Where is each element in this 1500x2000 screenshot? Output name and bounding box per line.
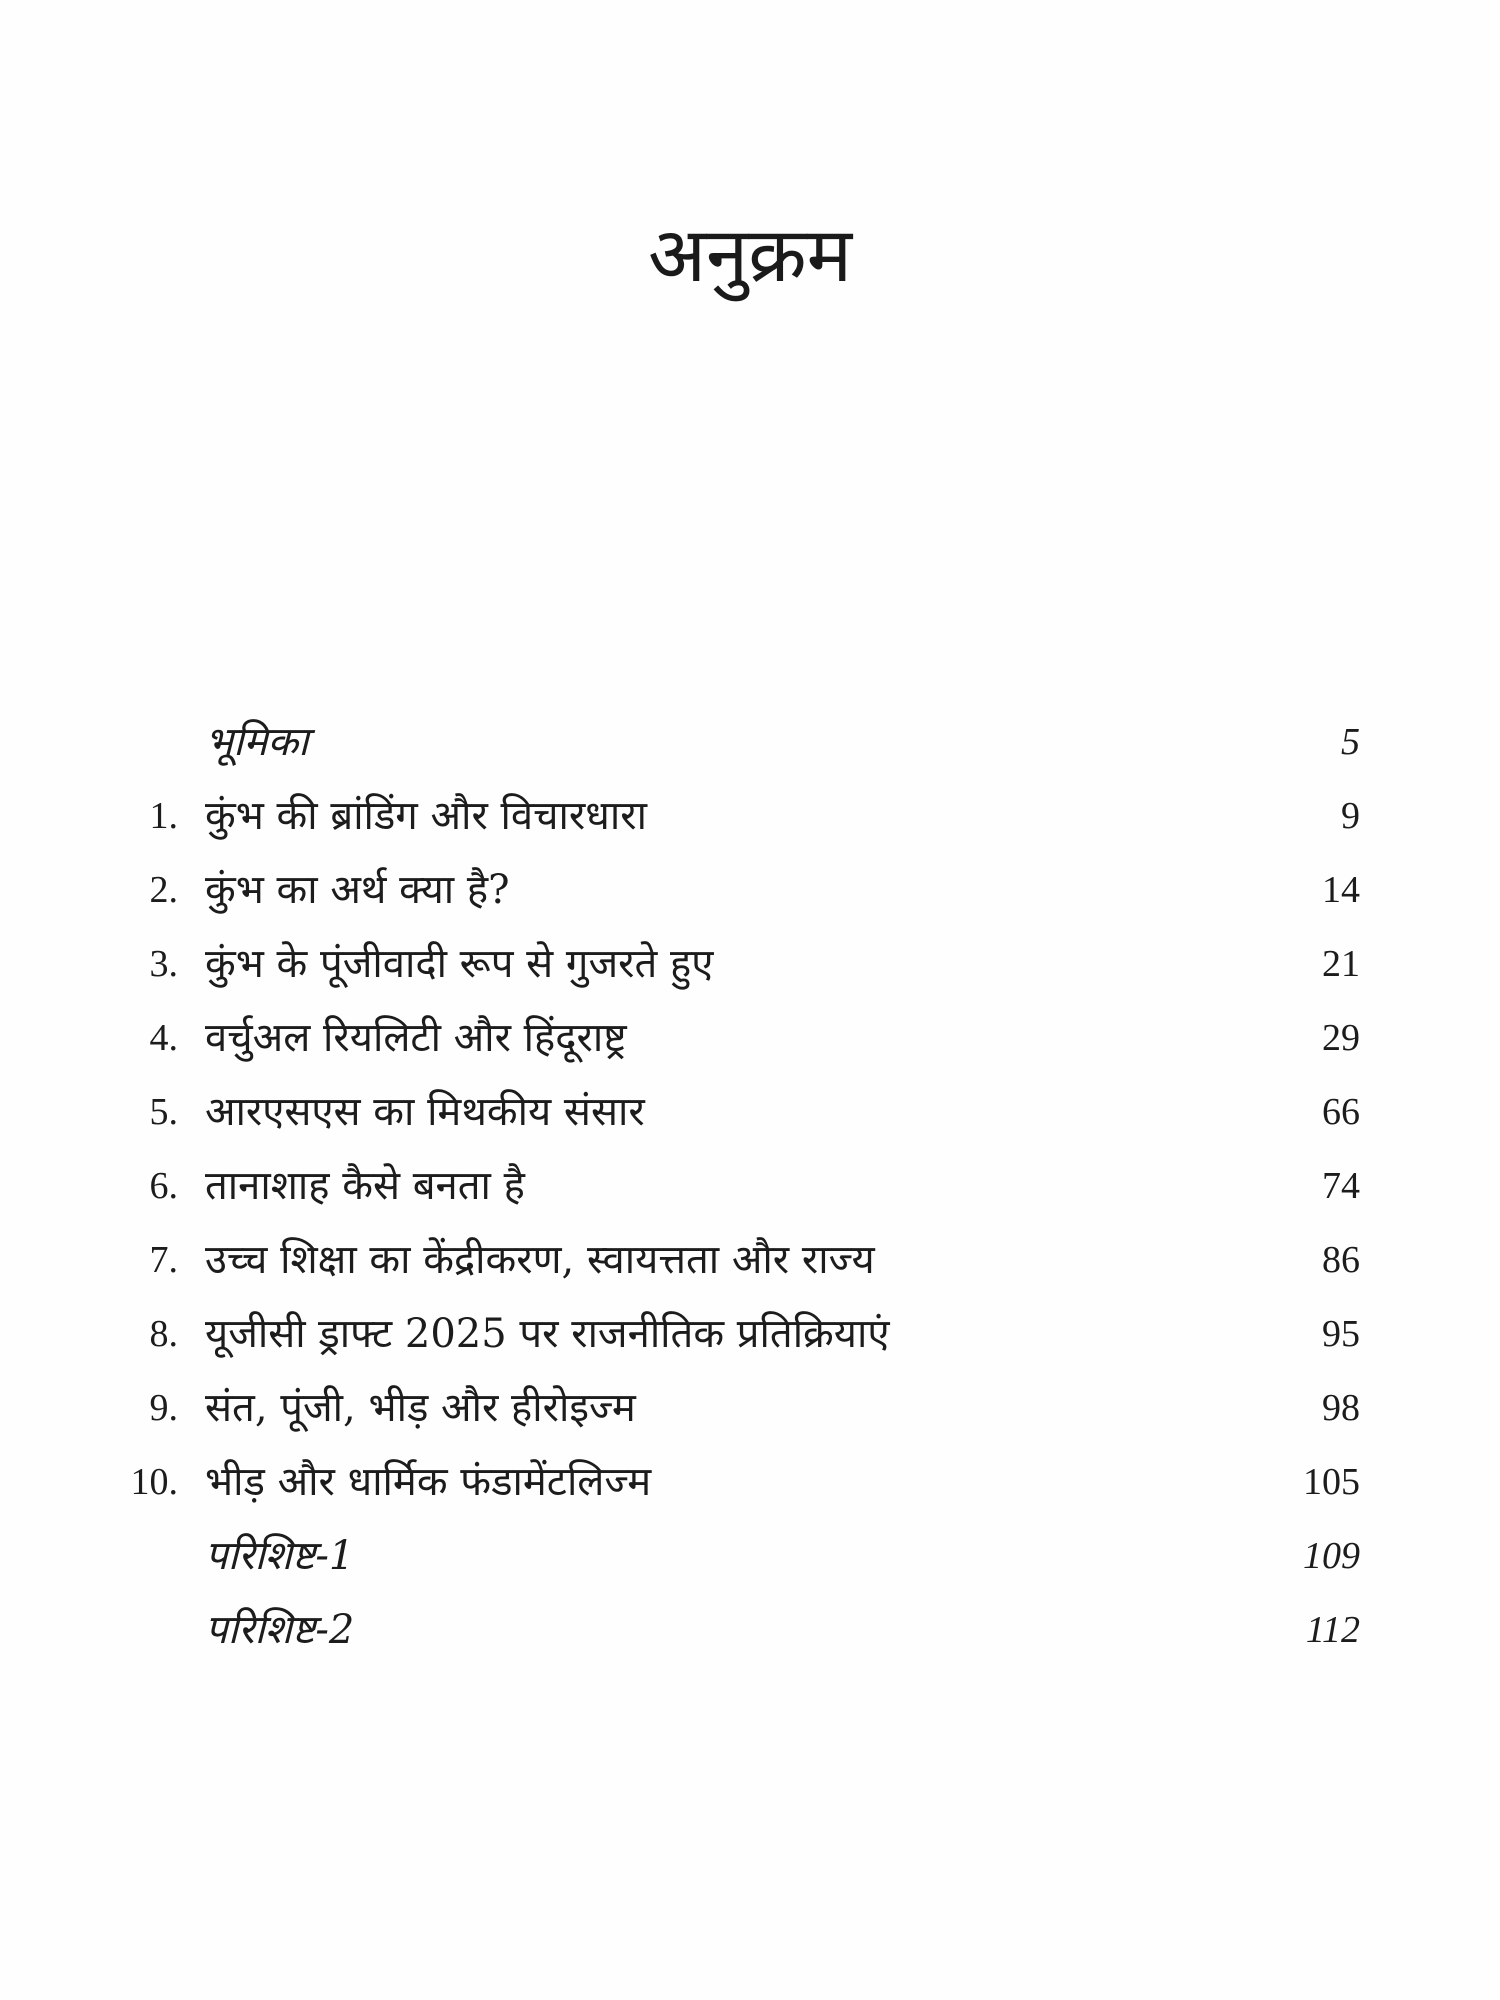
entry-title: यूजीसी ड्राफ्ट 2025 पर राजनीतिक प्रतिक्रियाएं: [205, 1311, 890, 1357]
entry-page-number: 109: [1303, 1535, 1360, 1577]
entry-page-number: 86: [1322, 1239, 1360, 1281]
entry-title: वर्चुअल रियलिटी और हिंदूराष्ट्र: [205, 1015, 627, 1061]
entry-title: उच्च शिक्षा का केंद्रीकरण, स्वायत्तता और राज्य: [205, 1237, 875, 1283]
entry-number: 4.: [149, 1017, 178, 1059]
entry-page-number: 14: [1322, 869, 1360, 911]
toc-entry: [90, 927, 1360, 1001]
entry-page-number: 112: [1305, 1609, 1360, 1651]
entry-number: 1.: [149, 795, 178, 837]
entry-title: परिशिष्ट-1: [205, 1533, 355, 1579]
entry-page-number: 105: [1303, 1461, 1360, 1503]
entry-page-number: 21: [1322, 943, 1360, 985]
toc-entry: [90, 1001, 1360, 1075]
toc-entry: [90, 1149, 1360, 1223]
table-of-contents: [90, 705, 1360, 1667]
entry-title: कुंभ का अर्थ क्या है?: [205, 867, 510, 913]
toc-entry: [90, 1297, 1360, 1371]
entry-number: 2.: [149, 869, 178, 911]
entry-title: आरएसएस का मिथकीय संसार: [205, 1089, 645, 1135]
page-title: अनुक्रम: [647, 210, 853, 299]
toc-entry: [90, 1371, 1360, 1445]
entry-title: परिशिष्ट-2: [205, 1607, 355, 1653]
entry-title: संत, पूंजी, भीड़ और हीरोइज्म: [205, 1385, 636, 1431]
toc-entry: [90, 705, 1360, 779]
entry-page-number: 74: [1322, 1165, 1360, 1207]
entry-title: कुंभ की ब्रांडिंग और विचारधारा: [205, 793, 647, 839]
toc-entry: [90, 1445, 1360, 1519]
entry-number: 3.: [149, 943, 178, 985]
entry-number: 7.: [149, 1239, 178, 1281]
entry-page-number: 9: [1341, 795, 1360, 837]
entry-page-number: 5: [1341, 721, 1360, 763]
toc-entry: [90, 1223, 1360, 1297]
entry-page-number: 98: [1322, 1387, 1360, 1429]
entry-number: 5.: [149, 1091, 178, 1133]
entry-page-number: 95: [1322, 1313, 1360, 1355]
toc-entry: [90, 1075, 1360, 1149]
entry-number: 6.: [149, 1165, 178, 1207]
entry-page-number: 66: [1322, 1091, 1360, 1133]
entry-title: कुंभ के पूंजीवादी रूप से गुजरते हुए: [205, 941, 714, 987]
toc-entry: [90, 1593, 1360, 1667]
entry-title: भूमिका: [205, 719, 309, 765]
entry-title: तानाशाह कैसे बनता है: [205, 1163, 525, 1209]
toc-entry: [90, 779, 1360, 853]
toc-entry: [90, 853, 1360, 927]
entry-page-number: 29: [1322, 1017, 1360, 1059]
toc-entry: [90, 1519, 1360, 1593]
entry-number: 8.: [149, 1313, 178, 1355]
entry-number: 9.: [149, 1387, 178, 1429]
entry-title: भीड़ और धार्मिक फंडामेंटलिज्म: [205, 1459, 652, 1505]
entry-number: 10.: [130, 1461, 178, 1503]
